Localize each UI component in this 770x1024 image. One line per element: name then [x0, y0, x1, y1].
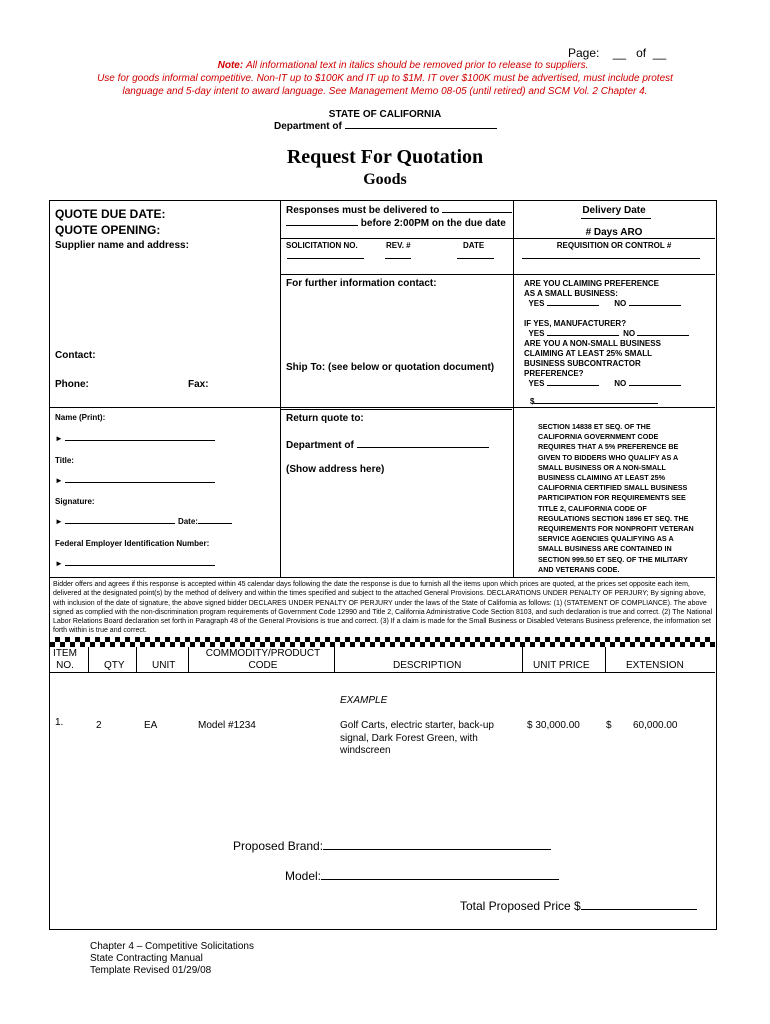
title-row: [55, 475, 215, 485]
department-field[interactable]: [345, 128, 497, 129]
preference-statute-text: SECTION 14838 ET SEQ. OF THE CALIFORNIA GOVERNMENT CODE REQUIRES THAT A 5% PREFERENCE BE GIVEN TO BIDDERS WHO QUALIFY AS A SMALL BUSINESS OR A NON-SMALL BUSINESS CLAIMING AT LEAST 25% CALIFORNIA CERTIFIED SMALL BUSINESS PARTICIPATION FOR REQUIREMENTS SEE TITLE 2, CALIFORNIA CODE OF REGULATIONS SECTION 1896 ET SEQ. THE REQUIREMENTS FOR NONPROFIT VETERAN SERVICE AGENCIES QUALIFYING AS A SMALL BUSINESS ARE CONTAINED IN SECTION 999.50 ET SEQ. OF THE MILITARY AND VETERANS CODE.: [538, 422, 694, 574]
arrow-right-icon: ►: [55, 517, 63, 526]
signature-row: ► Date:: [55, 516, 232, 526]
page-title: Request For Quotation: [286, 146, 484, 168]
name-print-label: Name (Print):: [55, 413, 106, 422]
phone-label: Phone:: [55, 379, 89, 390]
row-item: 1.: [55, 717, 64, 728]
state-of-california: STATE OF CALIFORNIA: [328, 109, 442, 120]
small-business-preference: ARE YOU CLAIMING PREFERENCE AS A SMALL BUSINESS: YES NO IF YES, MANUFACTURER? YES NO ARE YOU A NON-SMALL BUSINESS CLAIMING AT LEAST 25% SMALL BUSINESS SUBCONTRACTOR PREFERENCE? YES NO $: [524, 279, 689, 407]
divider: [280, 409, 512, 410]
mfr-yes-field[interactable]: [547, 335, 619, 336]
supplier-label: Supplier name and address:: [55, 240, 189, 251]
sb-no-field[interactable]: [629, 305, 681, 306]
delivery-date-field[interactable]: [286, 225, 358, 226]
total-proposed-price: Total Proposed Price $: [460, 899, 697, 913]
signature-field[interactable]: [65, 523, 175, 524]
return-quote-label: Return quote to:: [286, 413, 364, 424]
col-description: DESCRIPTION: [393, 660, 462, 671]
rev-field[interactable]: [385, 258, 411, 259]
col-unit: UNIT: [152, 660, 176, 671]
divider: [50, 672, 715, 673]
date-field[interactable]: [457, 258, 494, 259]
signature-label: Signature:: [55, 497, 95, 506]
return-department: Department of: [286, 440, 489, 451]
col-item: ITEM NO.: [53, 648, 77, 671]
proposed-model-field[interactable]: [321, 879, 559, 880]
solicitation-no-field[interactable]: [287, 258, 364, 259]
col-extension: EXTENSION: [626, 660, 684, 671]
col-qty: QTY: [104, 660, 125, 671]
footer: Chapter 4 – Competitive Solicitations State Contracting Manual Template Revised 01/29/08: [90, 941, 254, 976]
solicitation-no-label: SOLICITATION NO.: [286, 241, 358, 250]
fein-field[interactable]: [65, 565, 215, 566]
sb-yes-field[interactable]: [547, 305, 599, 306]
bidder-declaration: Bidder offers and agrees if this response is accepted within 45 calendar days following the date the response is due to furnish all the items upon which prices are quoted, at the prices set opposite each item, delivered at the designated point(s) by the method of delivery and within the times specified and subject to the attached General Provisions. DECLARATIONS UNDER PENALTY OF PERJURY; By signing above, with inclusion of the date of signature, the above signed bidder DECLARES UNDER PENALTY OF PERJURY under the laws of the State of California as follows: (1) (STATEMENT OF COMPLIANCE). The above signed as complied with the non-discrimination program requirements of Government Code 12990 and Title 2, California Administrative Code Section 8103, and such declaration is true and correct. (2) The National Labor Relations Board declaration set forth in Paragraph 48 of the General Provisions is true and correct. (3) If a claim is made for the Small Business or Disabled Veterans Business preference, the information set forth within is true and correct.: [53, 581, 713, 635]
page-subtitle: Goods: [363, 171, 407, 188]
responses-delivery: Responses must be delivered to before 2:00PM on the due date: [286, 204, 512, 230]
total-price-field[interactable]: [581, 909, 697, 910]
ship-to-label: Ship To: (see below or quotation document): [286, 362, 495, 373]
divider: [280, 274, 715, 275]
divider: [280, 238, 715, 239]
arrow-right-icon: ►: [55, 476, 63, 485]
arrow-right-icon: ►: [55, 434, 63, 443]
page-number: Page: __ of __: [568, 46, 667, 60]
department-header: Department of: [274, 121, 497, 132]
delivery-location-field[interactable]: [442, 212, 512, 213]
quote-dates: QUOTE DUE DATE: QUOTE OPENING:: [55, 207, 166, 237]
requisition-label: REQUISITION OR CONTROL #: [556, 241, 672, 250]
divider: [334, 647, 335, 672]
divider: [522, 647, 523, 672]
divider: [605, 647, 606, 672]
col-unit-price: UNIT PRICE: [533, 660, 590, 671]
requisition-field[interactable]: [522, 258, 700, 259]
delivery-days-field[interactable]: [581, 218, 651, 219]
title-label: Title:: [55, 456, 74, 465]
checker-band: [50, 637, 715, 647]
divider: [188, 647, 189, 672]
divider: [136, 647, 137, 672]
mfr-no-field[interactable]: [637, 335, 689, 336]
row-unit-price: $ 30,000.00: [527, 720, 580, 731]
example-label: EXAMPLE: [340, 695, 388, 706]
arrow-right-icon: ►: [55, 559, 63, 568]
amount-field[interactable]: [534, 403, 658, 404]
nsb-no-field[interactable]: [629, 385, 681, 386]
delivery-date-label: Delivery Date: [582, 205, 646, 216]
signature-date-field[interactable]: [198, 523, 232, 524]
fax-label: Fax:: [188, 379, 209, 390]
row-code: Model #1234: [198, 720, 256, 731]
further-contact-label: For further information contact:: [286, 278, 437, 289]
proposed-brand: Proposed Brand:: [233, 839, 551, 853]
col-code: COMMODITY/PRODUCT CODE: [205, 648, 321, 671]
divider: [280, 200, 281, 577]
name-print-row: [55, 433, 215, 443]
contact-label: Contact:: [55, 350, 96, 361]
proposed-brand-field[interactable]: [323, 849, 551, 850]
fein-row: [55, 558, 215, 568]
divider: [513, 200, 514, 577]
nsb-yes-field[interactable]: [547, 385, 599, 386]
row-qty: 2: [96, 720, 102, 731]
row-extension: 60,000.00: [633, 720, 678, 731]
fein-label: Federal Employer Identification Number:: [55, 539, 210, 548]
show-address-label: (Show address here): [286, 464, 385, 475]
title-field[interactable]: [65, 482, 215, 483]
informational-note: Note: All informational text in italics should be removed prior to release to suppliers. Use for goods informal competitive. Non-IT up to $100K and IT up to $1M. IT over $100K must be advertised, must include protest language and 5-day intent to award language. See Management Memo 08-05 (until retired) and SCM Vol. 2 Chapter 4.: [97, 60, 673, 97]
name-print-field[interactable]: [65, 440, 215, 441]
divider: [50, 577, 715, 578]
proposed-model: Model:: [285, 869, 559, 883]
days-aro-label: # Days ARO: [585, 227, 643, 238]
divider: [50, 407, 715, 408]
date-label: DATE: [463, 241, 485, 250]
divider: [88, 647, 89, 672]
row-description: Golf Carts, electric starter, back-up signal, Dark Forest Green, with windscreen: [340, 720, 494, 756]
row-unit: EA: [144, 720, 158, 731]
row-ext-dollar: $: [606, 720, 612, 731]
rev-label: REV. #: [386, 241, 411, 250]
return-department-field[interactable]: [357, 447, 489, 448]
